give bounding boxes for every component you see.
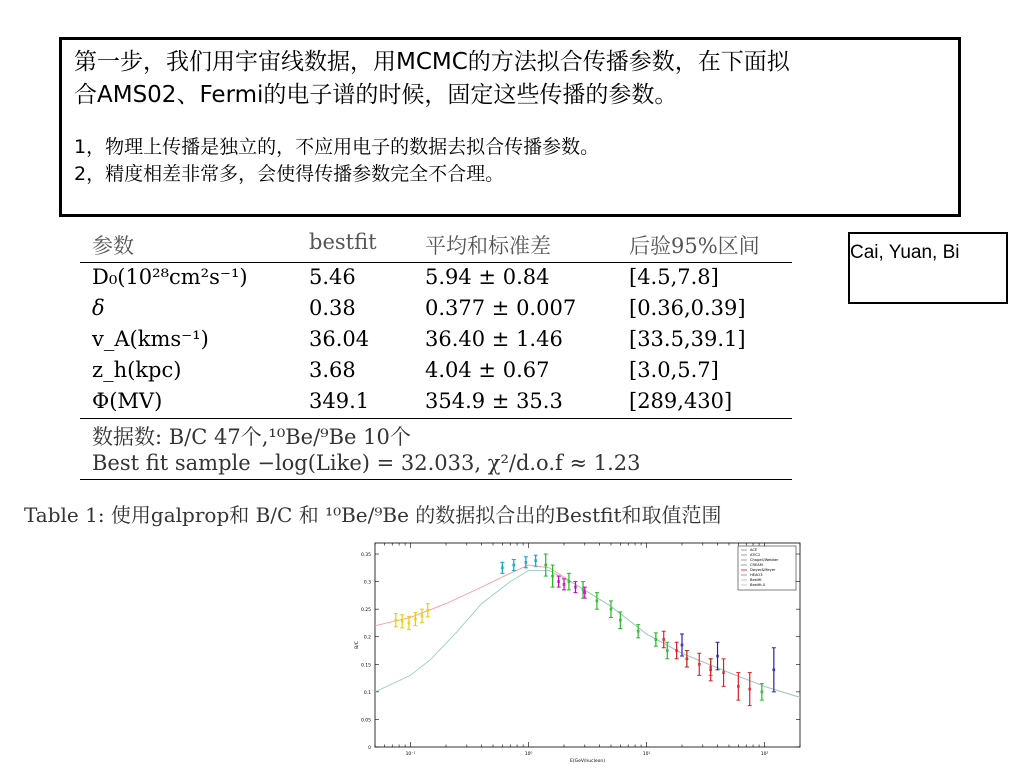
cell-mean: 354.9 ± 35.3 [425,389,563,413]
cell-mean: 0.377 ± 0.007 [425,296,577,320]
bc-ratio-chart [345,535,815,765]
x-axis-label: E(GeV/nucleon) [569,759,606,764]
y-tick-label: 0.05 [360,718,371,724]
table-note-1 [80,419,792,449]
cell-mean: 36.40 ± 1.46 [425,327,563,351]
chart-svg [345,535,815,765]
x-tick-label: 10¹ [642,752,651,757]
legend-label: HEAO3 [750,573,763,577]
table-header [80,228,792,262]
cell-interval: [4.5,7.8] [629,265,719,289]
y-axis-label: B/C [355,641,360,649]
y-tick-label: 0.25 [360,608,371,614]
legend-label: CREAM [750,563,763,567]
cell-param: z_h(kpc) [92,358,182,382]
legend-label: Chapell/Webber [750,558,779,562]
header-interval: 后验95%区间 [629,234,760,258]
author-box [848,232,1008,304]
cell-bestfit: 5.46 [309,265,356,289]
y-tick-label: 0.2 [363,635,371,641]
header-bestfit: bestfit [309,230,377,254]
y-tick-label: 0.15 [360,663,371,669]
table-row [80,387,792,418]
cell-bestfit: 0.38 [309,296,356,320]
table-row [80,294,792,325]
cell-bestfit: 3.68 [309,358,356,382]
table-row [80,263,792,294]
header-param: 参数 [92,234,134,258]
note-data-count: 数据数: B/C 47个,¹⁰Be/⁹Be 10个 [92,425,411,449]
note-best-fit: Best fit sample −log(Like) = 32.033, χ²/d.o.f ≈ 1.23 [92,451,641,475]
callout-point-2: 2，精度相差非常多，会使得传播参数完全不合理。 [74,163,505,185]
cell-bestfit: 349.1 [309,389,370,413]
x-tick-label: 10⁰ [524,752,533,757]
y-tick-label: 0.1 [363,690,371,696]
cell-interval: [0.36,0.39] [629,296,746,320]
author-text: Cai, Yuan, Bi [850,242,960,263]
callout-point-1: 1，物理上传播是独立的，不应用电子的数据去拟合传播参数。 [74,136,600,158]
table-caption: Table 1: 使用galprop和 B/C 和 ¹⁰Be/⁹Be 的数据拟合出的Bestfit和取值范围 [24,503,722,527]
legend-label: Bestfit-0 [750,583,766,587]
parameter-table [80,228,792,480]
cell-mean: 4.04 ± 0.67 [425,358,550,382]
cell-param: D₀(10²⁸cm²s⁻¹) [92,265,248,289]
table-note-2 [80,449,792,479]
legend-label: ATIC2 [750,553,761,557]
table-row [80,356,792,387]
x-tick-label: 10² [760,752,769,757]
cell-interval: [33.5,39.1] [629,327,746,351]
legend-label: Bestfit [750,578,762,582]
legend-label: Dwyer&Meyer [750,568,776,572]
y-tick-label: 0.35 [360,553,371,559]
legend-label: ACE [750,548,758,552]
y-tick-label: 0.3 [363,580,371,586]
callout-box [59,37,961,217]
table-row [80,325,792,356]
plot-frame [375,543,800,747]
cell-mean: 5.94 ± 0.84 [425,265,550,289]
callout-line-1: 第一步，我们用宇宙线数据，用MCMC的方法拟合传播参数，在下面拟 [74,49,790,75]
x-tick-label: 10⁻¹ [405,752,416,757]
header-mean: 平均和标准差 [425,234,551,258]
cell-param: Φ(MV) [92,389,163,413]
callout-line-2: 合AMS02、Fermi的电子谱的时候，固定这些传播的参数。 [74,82,678,108]
cell-param: v_A(kms⁻¹) [92,327,209,351]
cell-interval: [289,430] [629,389,733,413]
cell-interval: [3.0,5.7] [629,358,719,382]
cell-bestfit: 36.04 [309,327,370,351]
y-tick-label: 0 [368,746,371,751]
cell-param: δ [92,296,105,320]
